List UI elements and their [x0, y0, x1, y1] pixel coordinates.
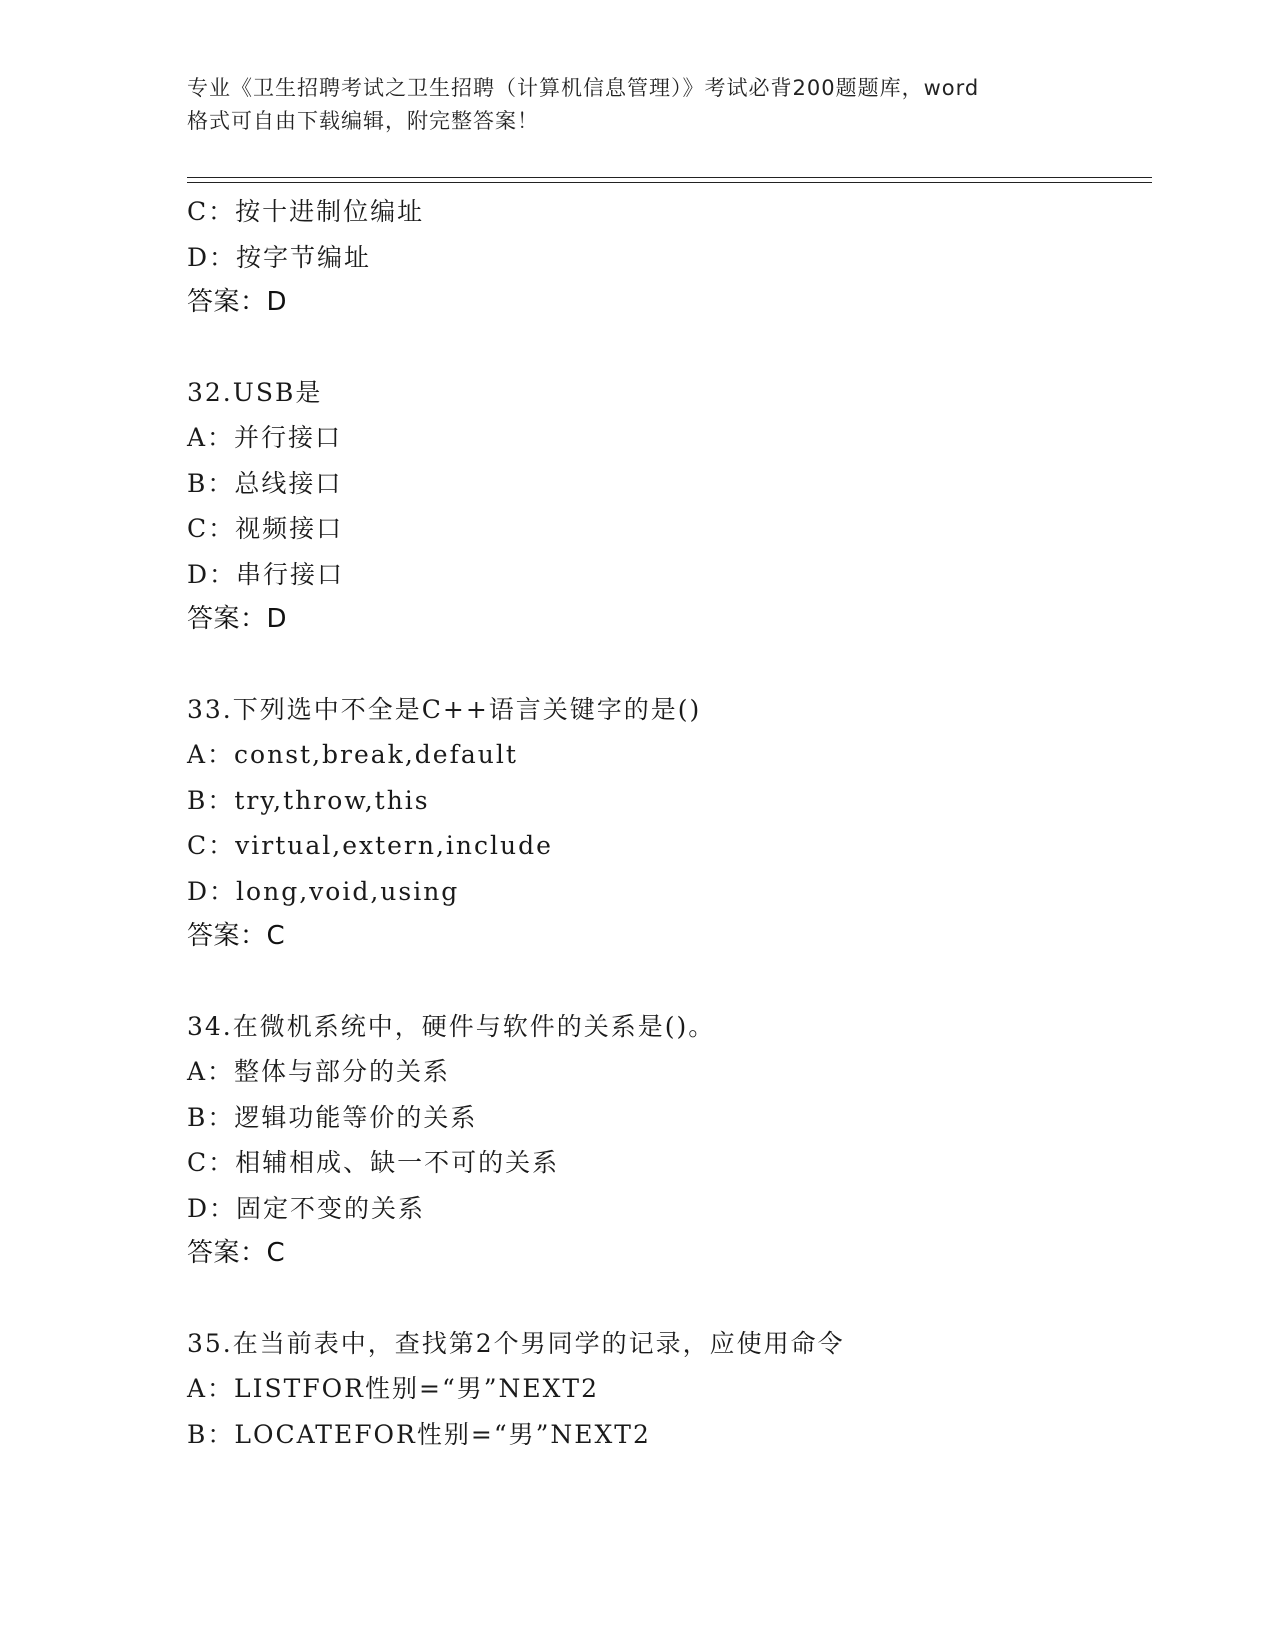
document-header	[187, 72, 1087, 138]
header-divider-bottom	[187, 182, 1152, 183]
option-line: D：按字节编址	[187, 242, 372, 272]
option-line: B：try,throw,this	[187, 785, 430, 815]
option-line: C：视频接口	[187, 514, 344, 543]
header-divider-top	[187, 177, 1152, 178]
option-line: A：整体与部分的关系	[187, 1057, 451, 1086]
option-line: A：LISTFOR性别=“男”NEXT2	[187, 1374, 600, 1403]
question-separator	[187, 643, 1147, 687]
question-stem: 34.在微机系统中，硬件与软件的关系是()。	[187, 1011, 716, 1041]
question-stem: 35.在当前表中，查找第2个男同学的记录，应使用命令	[187, 1328, 845, 1358]
option-line: D：long,void,using	[187, 876, 460, 906]
answer-line: 答案：C	[187, 921, 286, 951]
question-separator	[187, 326, 1147, 370]
question-separator	[187, 1277, 1147, 1321]
option-line: C：virtual,extern,include	[187, 831, 553, 860]
header-title-line-2: 格式可自由下载编辑，附完整答案！	[187, 109, 539, 133]
option-line: B：LOCATEFOR性别=“男”NEXT2	[187, 1419, 651, 1449]
option-line: C：相辅相成、缺一不可的关系	[187, 1148, 560, 1177]
answer-line: 答案：C	[187, 1238, 286, 1268]
option-line: D：固定不变的关系	[187, 1193, 426, 1223]
question-separator	[187, 960, 1147, 1004]
option-line: A：并行接口	[187, 423, 343, 452]
answer-line: 答案：D	[187, 604, 288, 634]
question-stem: 33.下列选中不全是C++语言关键字的是()	[187, 694, 702, 724]
option-line: A：const,break,default	[187, 740, 518, 769]
header-title-line-1: 专业《卫生招聘考试之卫生招聘（计算机信息管理）》考试必背200题题库，word	[187, 76, 980, 100]
answer-line: 答案：D	[187, 287, 288, 317]
question-list	[187, 189, 1147, 1457]
option-line: C：按十进制位编址	[187, 197, 425, 226]
option-line: D：串行接口	[187, 559, 345, 589]
option-line: B：总线接口	[187, 468, 343, 498]
option-line: B：逻辑功能等价的关系	[187, 1102, 478, 1132]
question-stem: 32.USB是	[187, 377, 323, 407]
